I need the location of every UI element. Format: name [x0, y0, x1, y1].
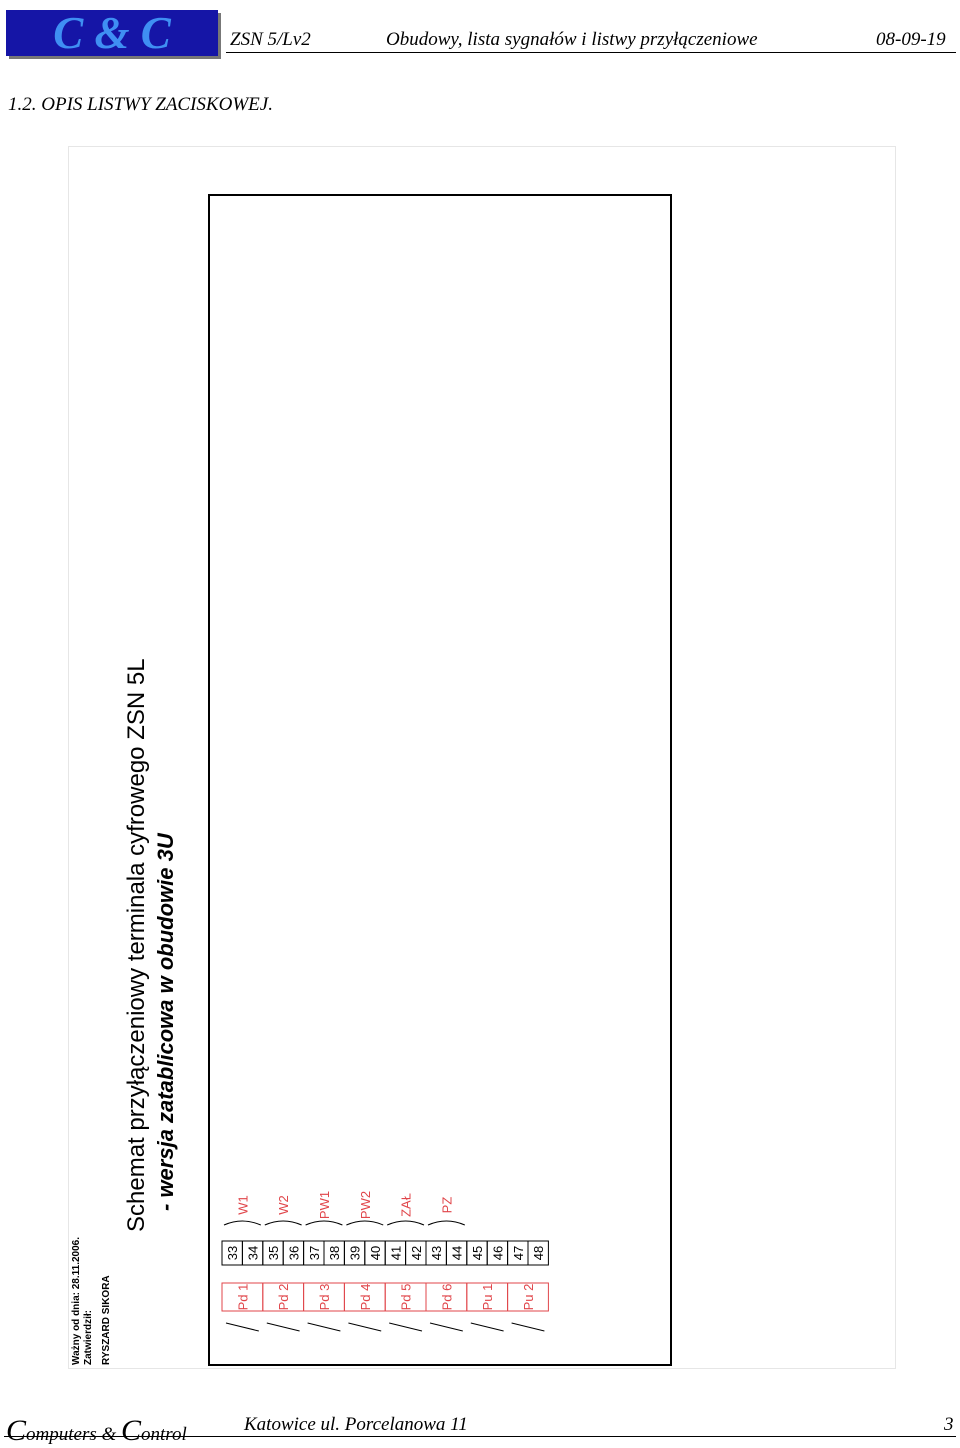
group-bracket — [265, 1221, 302, 1225]
doc-code: ZSN 5/Lv2 — [230, 29, 311, 50]
wiring-diagram — [68, 146, 896, 1369]
terminal-number: 48 — [531, 1245, 547, 1261]
approver: RYSZARD SIKORA — [101, 1275, 112, 1365]
footer-address: Katowice ul. Porcelanowa 11 — [244, 1414, 468, 1435]
footer-rule — [4, 1436, 956, 1437]
relay-contact — [430, 1323, 463, 1331]
group-bracket — [428, 1221, 465, 1225]
group-bracket — [346, 1221, 383, 1225]
terminal-number: 46 — [490, 1245, 506, 1261]
relay-label: Pd 5 — [398, 1283, 414, 1311]
terminal-number: 38 — [327, 1245, 343, 1261]
terminal-number: 40 — [368, 1245, 383, 1261]
section-title: 1.2. OPIS LISTWY ZACISKOWEJ. — [8, 94, 273, 115]
terminal-number: 39 — [347, 1245, 363, 1261]
doc-title: Obudowy, lista sygnałów i listwy przyłączeniowe — [386, 29, 758, 50]
relay-group-label: W1 — [235, 1195, 251, 1215]
relay-label: Pd 3 — [317, 1283, 332, 1311]
relay-group-label: ZAŁ — [398, 1193, 414, 1217]
rotated-schematic — [71, 658, 548, 1365]
group-bracket — [306, 1221, 343, 1225]
terminal-number: 37 — [306, 1245, 322, 1261]
approved-by: Zatwierdził: — [83, 1309, 94, 1365]
valid-from: Ważny od dnia: 28.11.2006. — [71, 1236, 82, 1365]
terminal-number: 42 — [408, 1245, 424, 1261]
relay-label: Pu 1 — [480, 1283, 496, 1311]
terminal-number: 41 — [388, 1245, 404, 1261]
terminal-number: 47 — [510, 1245, 526, 1261]
relay-label: Pd 2 — [276, 1283, 292, 1311]
group-bracket — [387, 1221, 424, 1225]
relay-contact — [471, 1323, 504, 1331]
relay-group-label: W2 — [276, 1195, 292, 1215]
relay-label: Pu 2 — [521, 1283, 536, 1311]
relay-contact — [389, 1323, 422, 1331]
relay-contact — [308, 1323, 341, 1331]
relay-group-label: PW2 — [357, 1190, 373, 1220]
relay-contact — [267, 1323, 300, 1331]
header-rule — [226, 52, 956, 53]
relay-label: Pd 1 — [235, 1283, 251, 1311]
relay-label: Pd 6 — [439, 1283, 455, 1311]
terminal-number: 35 — [266, 1245, 281, 1261]
terminal-number: 33 — [225, 1245, 241, 1261]
relay-contact — [512, 1323, 545, 1331]
group-bracket — [224, 1221, 261, 1225]
terminal-number: 45 — [470, 1245, 485, 1261]
page-number: 3 — [944, 1414, 954, 1435]
terminal-number: 44 — [449, 1245, 465, 1261]
relay-label: Pd 4 — [357, 1283, 373, 1311]
terminal-number: 43 — [429, 1245, 445, 1261]
relay-contact — [226, 1323, 259, 1331]
schematic-subtitle: - wersja zatablicowa w obudowie 3U — [153, 833, 178, 1211]
schematic-title: Schemat przyłączeniowy terminala cyfrowego ZSN 5L — [123, 658, 150, 1232]
company-logo: C & C — [6, 10, 218, 56]
terminal-panel-outline — [209, 195, 671, 1365]
relay-contact — [348, 1323, 381, 1331]
wiring-diagram-canvas — [69, 147, 895, 1368]
relay-group-label: PZ — [439, 1196, 455, 1214]
footer-company: Computers & Control — [6, 1414, 187, 1447]
doc-date: 08-09-19 — [876, 29, 946, 50]
terminal-number: 34 — [245, 1245, 261, 1261]
relay-group-label: PW1 — [317, 1190, 332, 1220]
terminal-number: 36 — [286, 1245, 302, 1261]
